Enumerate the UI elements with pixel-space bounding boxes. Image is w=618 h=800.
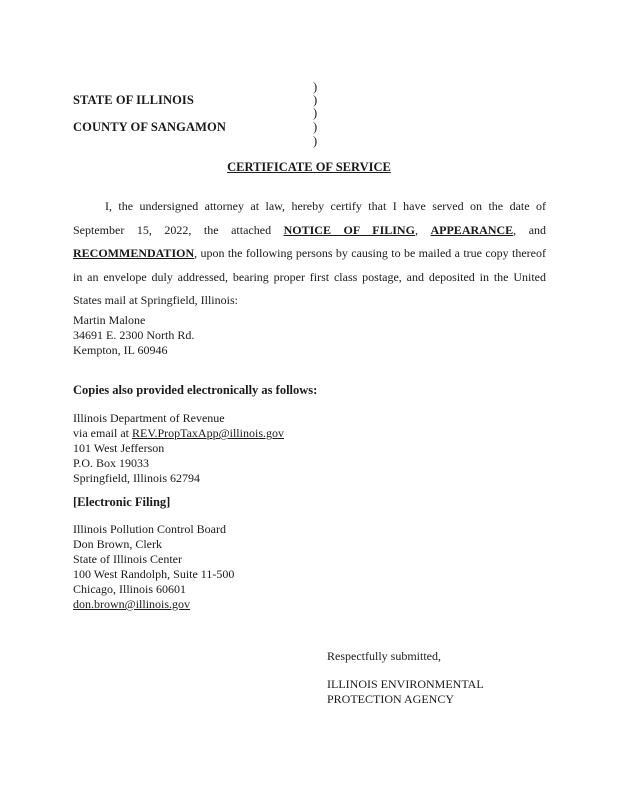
notice-of-filing-ref: NOTICE OF FILING xyxy=(283,222,415,237)
copies-heading: Copies also provided electronically as follows: xyxy=(73,383,318,397)
document-title: CERTIFICATE OF SERVICE xyxy=(227,160,391,174)
caption-paren: ) xyxy=(313,106,318,120)
recommendation-ref: RECOMMENDATION xyxy=(73,246,195,260)
recipient-address xyxy=(73,313,194,358)
revenue-address xyxy=(73,411,284,486)
case-caption xyxy=(73,80,373,160)
signoff-closing: Respectfully submitted, xyxy=(327,649,441,663)
board-org: Illinois Pollution Control Board xyxy=(73,522,227,536)
caption-paren: ) xyxy=(313,134,318,148)
revenue-org: Illinois Department of Revenue xyxy=(73,411,225,425)
board-address xyxy=(73,522,234,612)
revenue-email-prefix: via email at xyxy=(73,426,132,440)
certification-paragraph xyxy=(73,195,546,313)
revenue-email-line xyxy=(73,426,284,441)
signoff-agency xyxy=(327,677,484,707)
revenue-city: Springfield, Illinois 62794 xyxy=(73,471,200,485)
recipient-city: Kempton, IL 60946 xyxy=(73,343,168,357)
agency-line2: PROTECTION AGENCY xyxy=(327,692,455,706)
board-email-link[interactable]: don.brown@illinois.gov xyxy=(73,597,191,611)
recipient-name: Martin Malone xyxy=(73,313,146,327)
board-clerk: Don Brown, Clerk xyxy=(73,537,162,551)
board-city: Chicago, Illinois 60601 xyxy=(73,582,186,596)
recipient-street: 34691 E. 2300 North Rd. xyxy=(73,328,195,342)
board-center: State of Illinois Center xyxy=(73,552,182,566)
caption-county: COUNTY OF SANGAMON xyxy=(73,120,226,134)
revenue-email-link[interactable]: REV.PropTaxApp@illinois.gov xyxy=(131,426,284,440)
appearance-ref: APPEARANCE xyxy=(430,222,514,237)
caption-state: STATE OF ILLINOIS xyxy=(73,93,194,107)
caption-paren: ) xyxy=(313,80,318,94)
board-street: 100 West Randolph, Suite 11-500 xyxy=(73,567,235,581)
body-text-part1: I, the undersigned attorney at law, hereby certify that I have served on the date of September 15, 2022, the attached xyxy=(73,199,546,237)
body-text-part2: , upon the following persons by causing to be mailed a true copy thereof in an envelope duly addressed, bearing proper first class postage, and deposited in the United States mail at Springfield, Illinois: xyxy=(73,246,546,307)
caption-paren: ) xyxy=(313,120,318,134)
agency-line1: ILLINOIS ENVIRONMENTAL xyxy=(327,677,484,691)
caption-paren: ) xyxy=(313,93,318,107)
revenue-po-box: P.O. Box 19033 xyxy=(73,456,150,470)
body-sep1: , xyxy=(414,222,431,237)
body-sep2: , and xyxy=(513,222,547,237)
revenue-street: 101 West Jefferson xyxy=(73,441,165,455)
electronic-filing-heading: [Electronic Filing] xyxy=(73,495,171,509)
